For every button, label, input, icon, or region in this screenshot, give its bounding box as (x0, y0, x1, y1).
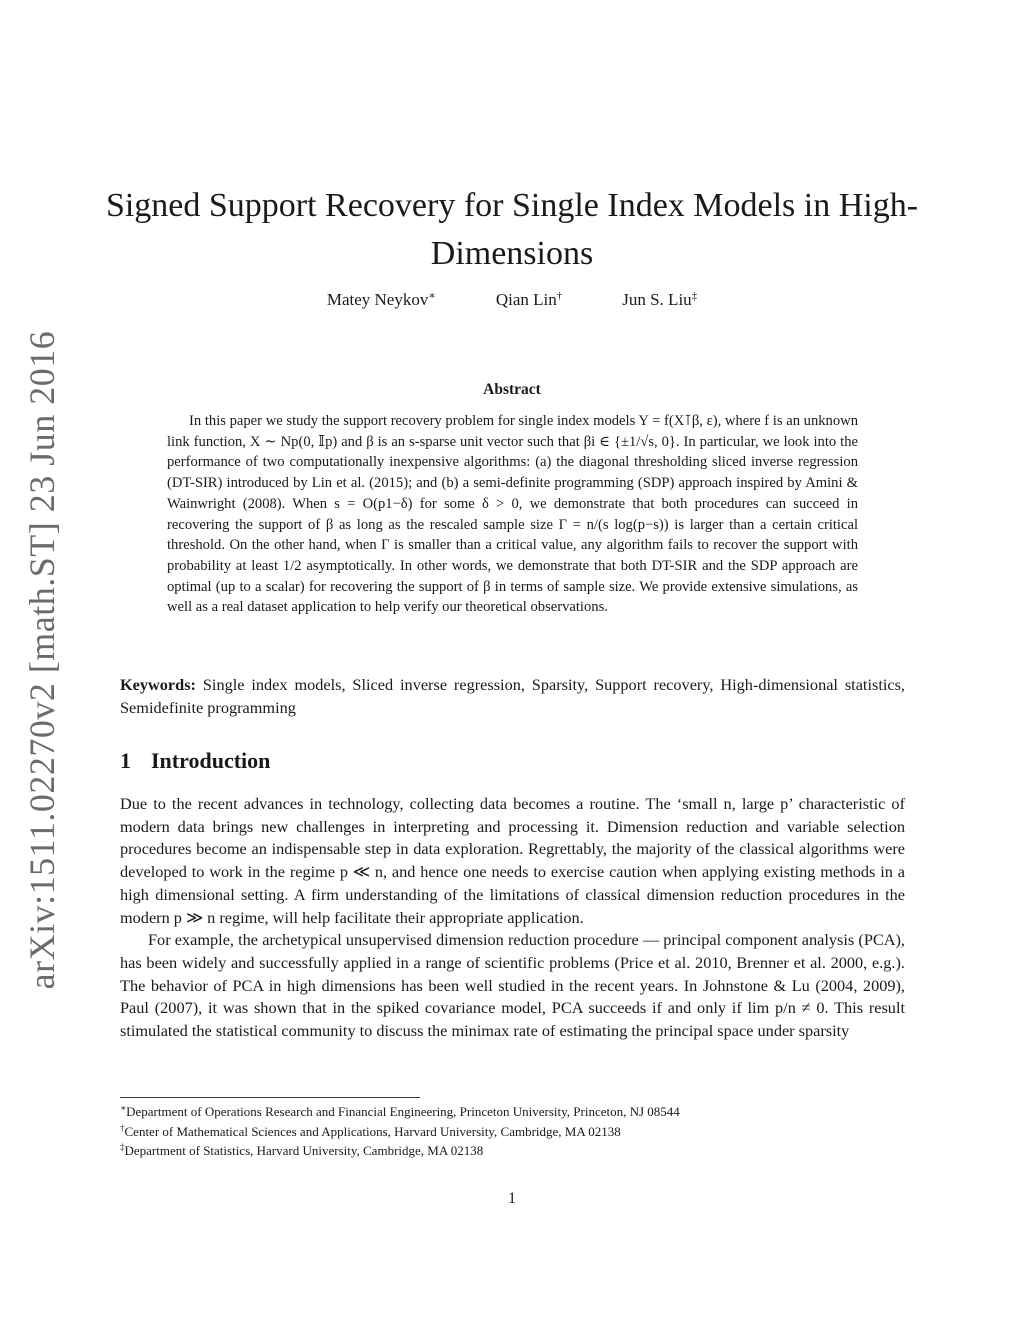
body-text (120, 793, 905, 1043)
author-mark: ‡ (691, 290, 698, 302)
author-list (150, 290, 874, 310)
footnote-rule (120, 1097, 420, 1098)
author: Qian Lin† (495, 290, 563, 309)
paper-title: Signed Support Recovery for Single Index Models in High-Dimensions (105, 187, 919, 272)
footnote-mark: ∗ (120, 1103, 127, 1113)
arxiv-stamp: arXiv:1511.02270v2 [math.ST] 23 Jun 2016 (22, 330, 62, 990)
keywords-text: Single index models, Sliced inverse regression, Sparsity, Support recovery, High-dimensional statistics, Semidefinite programming (120, 675, 905, 717)
section-title: Introduction (151, 748, 271, 773)
paragraph: For example, the archetypical unsupervised dimension reduction procedure — principal component analysis (PCA), has been widely and successfully applied in a range of scientific problems (Price et al. 2010, Brenner et al. 2000, e.g.). The behavior of PCA in high dimensions has been well studied in the recent years. In Johnstone & Lu (2004, 2009), Paul (2007), it was shown that in the spiked covariance model, PCA succeeds if and only if lim p/n ≠ 0. This result stimulated the statistical community to discuss the minimax rate of estimating the principal space under sparsity (120, 930, 905, 1041)
page-number: 1 (508, 1190, 516, 1207)
author: Jun S. Liu‡ (622, 290, 698, 309)
author-mark: † (556, 290, 563, 302)
abstract-heading: Abstract (483, 381, 541, 398)
section-number: 1 (120, 748, 131, 773)
abstract-text: In this paper we study the support recovery problem for single index models Y = f(X⊺β, ε), where f is an unknown link function, X ∼ Np(0, 𝕀p) and β is an s-sparse unit vector such that βi ∈ {±1/√s, 0}. In particular, we look into the performance of two computationally inexpensive algorithms: (a) the diagonal thresholding sliced inverse regression (DT-SIR) introduced by Lin et al. (2015); and (b) a semi-definite programming (SDP) approach inspired by Amini & Wainwright (2008). When s = O(p1−δ) for some δ > 0, we demonstrate that both procedures can succeed in recovering the support of β as long as the rescaled sample size Γ = n/(s log(p−s)) is larger than a certain critical threshold. On the other hand, when Γ is smaller than a critical value, any algorithm fails to recover the support with probability at least 1/2 asymptotically. In other words, we demonstrate that both DT-SIR and the SDP approach are optimal (up to a scalar) for recovering the support of β in terms of sample size. We provide extensive simulations, as well as a real dataset application to help verify our theoretical observations. (167, 413, 858, 616)
section-heading (120, 748, 270, 774)
footnote-mark: † (120, 1122, 125, 1133)
footnote: †Center of Mathematical Sciences and Applications, Harvard University, Cambridge, MA 02138 (120, 1122, 621, 1139)
footnote-mark: ‡ (120, 1142, 125, 1152)
keywords-label: Keywords: (120, 675, 196, 694)
footnote: ∗Department of Operations Research and Financial Engineering, Princeton University, Princeton, NJ 08544 (120, 1103, 680, 1119)
keywords (120, 674, 905, 719)
paragraph: Due to the recent advances in technology, collecting data becomes a routine. The ‘small n, large p’ characteristic of modern data brings new challenges in interpreting and processing it. Dimension reduction and variable selection procedures become an indispensable step in data exploration. Regrettably, the majority of the classical algorithms were developed to work in the regime p ≪ n, and hence one needs to exercise caution when applying existing methods in a high dimensional setting. A firm understanding of the limitations of classical dimension reduction procedures in the modern p ≫ n regime, will help facilitate their appropriate application. (120, 794, 905, 927)
footnotes (120, 1102, 905, 1161)
author-mark: ∗ (428, 290, 436, 302)
author: Matey Neykov∗ (326, 290, 436, 309)
footnote: ‡Department of Statistics, Harvard University, Cambridge, MA 02138 (120, 1142, 484, 1158)
